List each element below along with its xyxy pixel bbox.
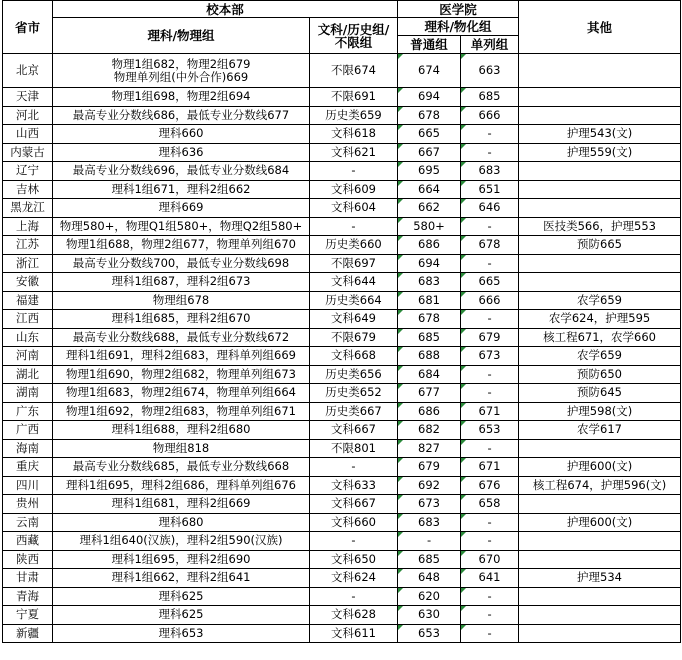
arts-score-cell: 文科604 bbox=[310, 199, 398, 218]
table-row bbox=[3, 458, 681, 477]
medical-single-cell: 685 bbox=[461, 88, 519, 107]
arts-score-cell: 文科618 bbox=[310, 125, 398, 144]
table-row bbox=[3, 180, 681, 199]
science-score-cell: 物理1组682，物理2组679 物理单列组(中外合作)669 bbox=[53, 54, 310, 88]
science-score-cell: 最高专业分数线696，最低专业分数线684 bbox=[53, 162, 310, 181]
medical-single-cell: - bbox=[461, 310, 519, 329]
other-score-cell: 核工程671，农学660 bbox=[519, 328, 681, 347]
province-cell: 青海 bbox=[3, 587, 53, 606]
other-score-cell bbox=[519, 587, 681, 606]
table-row bbox=[3, 236, 681, 255]
other-score-cell bbox=[519, 532, 681, 551]
table-row bbox=[3, 143, 681, 162]
medical-regular-cell: 678 bbox=[398, 310, 461, 329]
medical-regular-cell: 688 bbox=[398, 347, 461, 366]
science-score-cell: 理科1组681，理科2组669 bbox=[53, 495, 310, 514]
header-main-campus: 校本部 bbox=[53, 1, 398, 18]
medical-regular-cell: 694 bbox=[398, 88, 461, 107]
province-cell: 西藏 bbox=[3, 532, 53, 551]
other-score-cell bbox=[519, 254, 681, 273]
science-score-cell: 理科1组687，理科2组673 bbox=[53, 273, 310, 292]
science-score-cell: 理科1组695，理科2组690 bbox=[53, 550, 310, 569]
other-score-cell bbox=[519, 106, 681, 125]
province-cell: 广西 bbox=[3, 421, 53, 440]
other-score-cell: 预防650 bbox=[519, 365, 681, 384]
province-cell: 福建 bbox=[3, 291, 53, 310]
table-row bbox=[3, 273, 681, 292]
table-row bbox=[3, 550, 681, 569]
table-row bbox=[3, 54, 681, 88]
province-cell: 河北 bbox=[3, 106, 53, 125]
medical-single-cell: 671 bbox=[461, 458, 519, 477]
medical-single-cell: - bbox=[461, 606, 519, 625]
table-row bbox=[3, 291, 681, 310]
arts-score-cell: 历史类652 bbox=[310, 384, 398, 403]
science-score-cell: 物理580+，物理Q1组580+，物理Q2组580+ bbox=[53, 217, 310, 236]
arts-score-cell: 文科624 bbox=[310, 569, 398, 588]
arts-score-cell: 文科660 bbox=[310, 513, 398, 532]
science-score-cell: 物理组818 bbox=[53, 439, 310, 458]
science-score-cell: 理科1组691，理科2组683，理科单列组669 bbox=[53, 347, 310, 366]
other-score-cell: 护理534 bbox=[519, 569, 681, 588]
other-score-cell: 农学617 bbox=[519, 421, 681, 440]
medical-single-cell: - bbox=[461, 143, 519, 162]
medical-regular-cell: - bbox=[398, 532, 461, 551]
other-score-cell: 护理559(文) bbox=[519, 143, 681, 162]
province-cell: 安徽 bbox=[3, 273, 53, 292]
province-cell: 上海 bbox=[3, 217, 53, 236]
science-score-cell: 物理1组690，物理2组682，物理单列组673 bbox=[53, 365, 310, 384]
other-score-cell bbox=[519, 273, 681, 292]
other-score-cell bbox=[519, 550, 681, 569]
header-science-phys-chem: 理科/物化组 bbox=[398, 18, 519, 36]
other-score-cell: 预防645 bbox=[519, 384, 681, 403]
table-row bbox=[3, 624, 681, 643]
other-score-cell: 核工程674，护理596(文) bbox=[519, 476, 681, 495]
other-score-cell bbox=[519, 162, 681, 181]
medical-single-cell: 665 bbox=[461, 273, 519, 292]
medical-single-cell: 673 bbox=[461, 347, 519, 366]
science-score-cell: 理科660 bbox=[53, 125, 310, 144]
table-row bbox=[3, 254, 681, 273]
province-cell: 重庆 bbox=[3, 458, 53, 477]
arts-score-cell: - bbox=[310, 458, 398, 477]
medical-single-cell: 651 bbox=[461, 180, 519, 199]
arts-score-cell: - bbox=[310, 162, 398, 181]
arts-score-cell: 文科621 bbox=[310, 143, 398, 162]
medical-regular-cell: 686 bbox=[398, 402, 461, 421]
science-score-cell: 最高专业分数线688，最低专业分数线672 bbox=[53, 328, 310, 347]
other-score-cell: 农学624，护理595 bbox=[519, 310, 681, 329]
table-row bbox=[3, 217, 681, 236]
arts-score-cell: - bbox=[310, 587, 398, 606]
table-row bbox=[3, 569, 681, 588]
medical-regular-cell: 620 bbox=[398, 587, 461, 606]
table-row bbox=[3, 402, 681, 421]
medical-single-cell: 676 bbox=[461, 476, 519, 495]
table-row bbox=[3, 495, 681, 514]
province-cell: 四川 bbox=[3, 476, 53, 495]
medical-regular-cell: 681 bbox=[398, 291, 461, 310]
science-score-cell: 理科1组640(汉族)，理科2组590(汉族) bbox=[53, 532, 310, 551]
table-row bbox=[3, 162, 681, 181]
medical-single-cell: 663 bbox=[461, 54, 519, 88]
science-score-cell: 理科1组685，理科2组670 bbox=[53, 310, 310, 329]
table-row bbox=[3, 310, 681, 329]
province-cell: 陕西 bbox=[3, 550, 53, 569]
medical-single-cell: 646 bbox=[461, 199, 519, 218]
other-score-cell: 护理598(文) bbox=[519, 402, 681, 421]
header-science-physics: 理科/物理组 bbox=[53, 18, 310, 54]
medical-regular-cell: 685 bbox=[398, 328, 461, 347]
province-cell: 贵州 bbox=[3, 495, 53, 514]
medical-single-cell: 683 bbox=[461, 162, 519, 181]
medical-single-cell: - bbox=[461, 365, 519, 384]
science-score-cell: 理科636 bbox=[53, 143, 310, 162]
province-cell: 广东 bbox=[3, 402, 53, 421]
arts-score-cell: 不限691 bbox=[310, 88, 398, 107]
other-score-cell bbox=[519, 54, 681, 88]
arts-score-cell: 文科667 bbox=[310, 495, 398, 514]
medical-single-cell: 641 bbox=[461, 569, 519, 588]
medical-single-cell: 678 bbox=[461, 236, 519, 255]
arts-score-cell: 文科650 bbox=[310, 550, 398, 569]
science-score-cell: 物理1组683，物理2组674，物理单列组664 bbox=[53, 384, 310, 403]
arts-score-cell: 不限679 bbox=[310, 328, 398, 347]
other-score-cell: 护理600(文) bbox=[519, 513, 681, 532]
province-cell: 湖北 bbox=[3, 365, 53, 384]
science-score-cell: 理科1组695，理科2组686，理科单列组676 bbox=[53, 476, 310, 495]
header-province: 省市 bbox=[3, 1, 53, 54]
arts-score-cell: 历史类659 bbox=[310, 106, 398, 125]
table-row bbox=[3, 532, 681, 551]
medical-single-cell: - bbox=[461, 217, 519, 236]
arts-score-cell: 文科644 bbox=[310, 273, 398, 292]
medical-regular-cell: 678 bbox=[398, 106, 461, 125]
science-score-cell: 物理1组698，物理2组694 bbox=[53, 88, 310, 107]
other-score-cell: 护理543(文) bbox=[519, 125, 681, 144]
province-cell: 吉林 bbox=[3, 180, 53, 199]
medical-single-cell: 666 bbox=[461, 106, 519, 125]
arts-score-cell: 历史类664 bbox=[310, 291, 398, 310]
table-row bbox=[3, 384, 681, 403]
medical-regular-cell: 677 bbox=[398, 384, 461, 403]
admission-score-table bbox=[2, 0, 681, 643]
province-cell: 内蒙古 bbox=[3, 143, 53, 162]
other-score-cell bbox=[519, 199, 681, 218]
arts-score-cell: 不限674 bbox=[310, 54, 398, 88]
table-row bbox=[3, 439, 681, 458]
province-cell: 宁夏 bbox=[3, 606, 53, 625]
province-cell: 河南 bbox=[3, 347, 53, 366]
medical-single-cell: 653 bbox=[461, 421, 519, 440]
arts-score-cell: 历史类656 bbox=[310, 365, 398, 384]
other-score-cell: 医技类566，护理553 bbox=[519, 217, 681, 236]
table-row bbox=[3, 365, 681, 384]
province-cell: 山东 bbox=[3, 328, 53, 347]
science-score-cell: 物理组678 bbox=[53, 291, 310, 310]
science-score-cell: 最高专业分数线685，最低专业分数线668 bbox=[53, 458, 310, 477]
arts-score-cell: 历史类660 bbox=[310, 236, 398, 255]
medical-regular-cell: 686 bbox=[398, 236, 461, 255]
science-score-cell: 理科625 bbox=[53, 587, 310, 606]
table-row bbox=[3, 88, 681, 107]
province-cell: 山西 bbox=[3, 125, 53, 144]
arts-score-cell: 文科668 bbox=[310, 347, 398, 366]
medical-single-cell: - bbox=[461, 624, 519, 643]
medical-regular-cell: 682 bbox=[398, 421, 461, 440]
other-score-cell: 农学659 bbox=[519, 291, 681, 310]
arts-score-cell: 不限697 bbox=[310, 254, 398, 273]
province-cell: 江苏 bbox=[3, 236, 53, 255]
medical-regular-cell: 673 bbox=[398, 495, 461, 514]
arts-score-cell: - bbox=[310, 217, 398, 236]
medical-regular-cell: 580+ bbox=[398, 217, 461, 236]
table-row bbox=[3, 513, 681, 532]
header-arts-history: 文科/历史组/不限组 bbox=[310, 18, 398, 54]
medical-regular-cell: 694 bbox=[398, 254, 461, 273]
medical-single-cell: 666 bbox=[461, 291, 519, 310]
province-cell: 海南 bbox=[3, 439, 53, 458]
arts-score-cell: - bbox=[310, 532, 398, 551]
province-cell: 北京 bbox=[3, 54, 53, 88]
header-other: 其他 bbox=[519, 1, 681, 54]
arts-score-cell: 文科628 bbox=[310, 606, 398, 625]
header-regular-group: 普通组 bbox=[398, 36, 461, 54]
other-score-cell bbox=[519, 606, 681, 625]
science-score-cell: 物理1组692，物理2组683，物理单列组671 bbox=[53, 402, 310, 421]
province-cell: 辽宁 bbox=[3, 162, 53, 181]
medical-single-cell: - bbox=[461, 254, 519, 273]
province-cell: 湖南 bbox=[3, 384, 53, 403]
table-row bbox=[3, 106, 681, 125]
table-row bbox=[3, 199, 681, 218]
medical-single-cell: - bbox=[461, 384, 519, 403]
table-row bbox=[3, 347, 681, 366]
other-score-cell bbox=[519, 624, 681, 643]
medical-regular-cell: 653 bbox=[398, 624, 461, 643]
other-score-cell: 护理600(文) bbox=[519, 458, 681, 477]
arts-score-cell: 文科649 bbox=[310, 310, 398, 329]
medical-regular-cell: 648 bbox=[398, 569, 461, 588]
arts-score-cell: 文科667 bbox=[310, 421, 398, 440]
other-score-cell bbox=[519, 439, 681, 458]
medical-regular-cell: 662 bbox=[398, 199, 461, 218]
header-medical-school: 医学院 bbox=[398, 1, 519, 18]
header-single-group: 单列组 bbox=[461, 36, 519, 54]
other-score-cell bbox=[519, 88, 681, 107]
province-cell: 江西 bbox=[3, 310, 53, 329]
science-score-cell: 最高专业分数线686，最低专业分数线677 bbox=[53, 106, 310, 125]
medical-regular-cell: 685 bbox=[398, 550, 461, 569]
medical-single-cell: - bbox=[461, 587, 519, 606]
medical-regular-cell: 692 bbox=[398, 476, 461, 495]
arts-score-cell: 文科633 bbox=[310, 476, 398, 495]
province-cell: 新疆 bbox=[3, 624, 53, 643]
science-score-cell: 理科669 bbox=[53, 199, 310, 218]
province-cell: 云南 bbox=[3, 513, 53, 532]
science-score-cell: 理科625 bbox=[53, 606, 310, 625]
table-row bbox=[3, 421, 681, 440]
arts-score-cell: 文科611 bbox=[310, 624, 398, 643]
other-score-cell: 农学659 bbox=[519, 347, 681, 366]
medical-regular-cell: 665 bbox=[398, 125, 461, 144]
medical-regular-cell: 667 bbox=[398, 143, 461, 162]
science-score-cell: 理科1组688，理科2组680 bbox=[53, 421, 310, 440]
arts-score-cell: 不限801 bbox=[310, 439, 398, 458]
table-row bbox=[3, 476, 681, 495]
medical-single-cell: - bbox=[461, 439, 519, 458]
medical-regular-cell: 630 bbox=[398, 606, 461, 625]
medical-regular-cell: 684 bbox=[398, 365, 461, 384]
science-score-cell: 理科1组671，理科2组662 bbox=[53, 180, 310, 199]
science-score-cell: 理科1组662，理科2组641 bbox=[53, 569, 310, 588]
medical-regular-cell: 683 bbox=[398, 273, 461, 292]
medical-single-cell: 658 bbox=[461, 495, 519, 514]
science-score-cell: 物理1组688，物理2组677，物理单列组670 bbox=[53, 236, 310, 255]
table-row bbox=[3, 125, 681, 144]
medical-regular-cell: 683 bbox=[398, 513, 461, 532]
medical-regular-cell: 827 bbox=[398, 439, 461, 458]
arts-score-cell: 文科609 bbox=[310, 180, 398, 199]
medical-single-cell: - bbox=[461, 125, 519, 144]
other-score-cell bbox=[519, 180, 681, 199]
province-cell: 天津 bbox=[3, 88, 53, 107]
medical-single-cell: 670 bbox=[461, 550, 519, 569]
medical-regular-cell: 664 bbox=[398, 180, 461, 199]
science-score-cell: 最高专业分数线700，最低专业分数线698 bbox=[53, 254, 310, 273]
table-row bbox=[3, 587, 681, 606]
medical-regular-cell: 674 bbox=[398, 54, 461, 88]
province-cell: 黑龙江 bbox=[3, 199, 53, 218]
medical-single-cell: - bbox=[461, 532, 519, 551]
medical-single-cell: 679 bbox=[461, 328, 519, 347]
table-row bbox=[3, 328, 681, 347]
medical-regular-cell: 695 bbox=[398, 162, 461, 181]
science-score-cell: 理科680 bbox=[53, 513, 310, 532]
other-score-cell bbox=[519, 495, 681, 514]
province-cell: 浙江 bbox=[3, 254, 53, 273]
medical-regular-cell: 679 bbox=[398, 458, 461, 477]
medical-single-cell: 671 bbox=[461, 402, 519, 421]
medical-single-cell: - bbox=[461, 513, 519, 532]
science-score-cell: 理科653 bbox=[53, 624, 310, 643]
other-score-cell: 预防665 bbox=[519, 236, 681, 255]
province-cell: 甘肃 bbox=[3, 569, 53, 588]
arts-score-cell: 历史类667 bbox=[310, 402, 398, 421]
table-row bbox=[3, 606, 681, 625]
